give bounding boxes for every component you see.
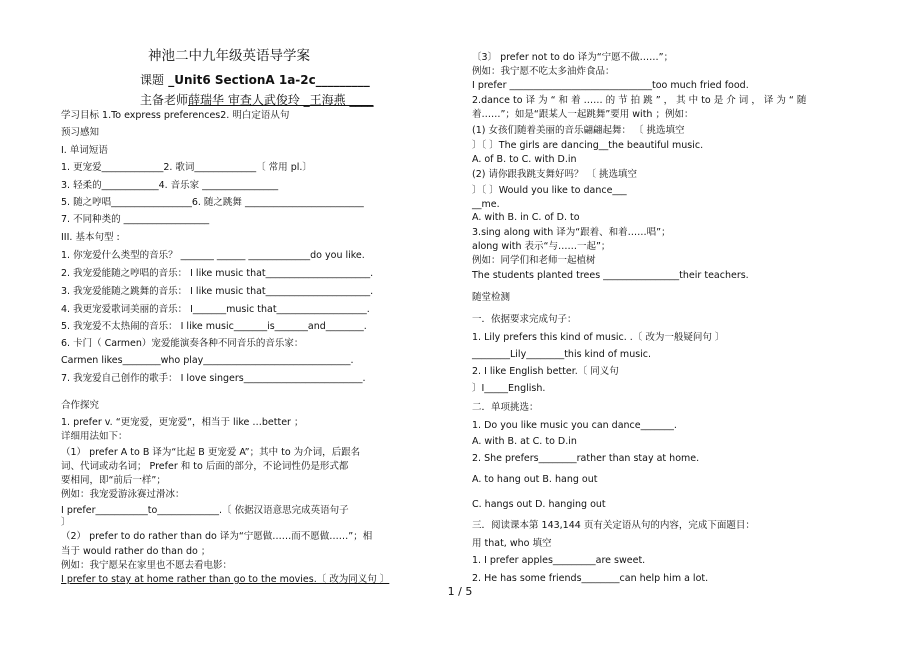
prefer-line-2: 详细用法如下：	[61, 431, 128, 442]
right-line-8: A. of B. to C. with D.in	[472, 154, 577, 165]
right-line-30: 用 that, who 填空	[472, 538, 552, 549]
vocab-line-2: 3. 轻柔的____________4. 音乐家 ________________	[61, 180, 279, 191]
right-line-26: 2. She prefers________rather than stay at home.	[472, 453, 700, 464]
prefer-line-10: 当于 would rather do than do ；	[61, 546, 211, 557]
right-line-1: 〔3〕 prefer not to do 译为“宁愿不做……”；	[472, 52, 674, 63]
subject-prefix: 课题	[140, 73, 165, 87]
prefer-line-4: 词、代词或动名词； Prefer 和 to 后面的部分，不论词性仍是形式都	[61, 461, 349, 472]
right-line-24: 1. Do you like music you can dance_______.	[472, 420, 677, 431]
right-line-6: (1) 女孩们随着美丽的音乐翩翩起舞： 〔 挑选填空	[472, 125, 685, 136]
right-line-19: 1. Lily prefers this kind of music. .〔 改为一般疑问句 〕	[472, 332, 725, 343]
subject-value: _Unit6 SectionA 1a-2c_________	[164, 73, 370, 87]
learning-goal: 学习目标 1.To express preferences2. 明白定语从句	[61, 110, 290, 121]
prefer-line-12: I prefer to stay at home rather than go to the movies.〔 改为同义句 〕	[61, 574, 390, 585]
subject-line	[140, 74, 370, 86]
right-line-9: (2) 请你跟我跳支舞好吗？ 〔 挑选填空	[472, 169, 638, 180]
sentence-4: 4. 我更宠爱歌词美丽的音乐： I_______music that___________________.	[61, 304, 370, 315]
right-line-2: 例如：我宁愿不吃太多油炸食品：	[472, 66, 615, 77]
sentence-5: 5. 我宠爱不太热闹的音乐： I like music_______is_______and________.	[61, 321, 367, 332]
vocab-line-1: 1. 更宠爱_____________2. 歌词_____________〔 常用 pl.〕	[61, 162, 312, 173]
vocab-line-3: 5. 随之哼唱_________________6. 随之跳舞 _________________________	[61, 197, 364, 208]
right-line-7: 〕〔 〕The girls are dancing__the beautiful music.	[472, 140, 704, 151]
vocab-line-4: 7. 不同种类的 __________________	[61, 214, 210, 225]
prefer-line-3: （1） prefer A to B 译为“比起 B 更宠爱 A”；其中 to 为介词，后跟名	[61, 447, 361, 458]
right-line-29: 三．阅读课本第 143,144 页有关定语从句的内容，完成下面题目：	[472, 520, 755, 531]
sentence-2: 2. 我宠爱能随之哼唱的音乐： I like music that______________________.	[61, 268, 374, 279]
right-line-4: 2.dance to 译 为 “ 和 着 …… 的 节 拍 跳 ” ， 其 中 to 是 介 词 ， 译 为 “ 随	[472, 95, 807, 106]
section-cooperate: 合作探究	[61, 400, 100, 411]
right-line-5: 着……”；如是“跟某人一起跳舞”要用 with ；例如：	[472, 109, 694, 120]
right-line-27: A. to hang out B. hang out	[472, 474, 598, 485]
prefer-line-9: （2） prefer to do rather than do 译为“宁愿做……而不愿做……”；相	[61, 531, 373, 542]
sentence-7: 7. 我宠爱自己创作的歌手： I love singers_________________________.	[61, 373, 366, 384]
authors-value: 薛瑞华 审查人武俊玲 _王海燕 ____	[188, 93, 374, 107]
right-line-10: 〕〔 〕Would you like to dance___	[472, 185, 627, 196]
right-line-3: I prefer ______________________________too much fried food.	[472, 80, 749, 91]
sentence-6a: 6. 卡门（ Carmen）宠爱能演奏各种不同音乐的音乐家：	[61, 338, 304, 349]
authors-prefix: 主备老师	[140, 93, 189, 107]
right-line-12: A. with B. in C. of D. to	[472, 212, 580, 223]
section-class-test: 随堂检测	[472, 292, 511, 303]
right-line-32: 2. He has some friends________can help him a lot.	[472, 573, 709, 584]
prefer-line-7: I prefer___________to_____________.〔 依据汉语意思完成英语句子	[61, 505, 349, 516]
right-line-15: 例如：同学们和老师一起植树	[472, 255, 596, 266]
authors-line	[140, 94, 373, 106]
right-line-20: ________Lily________this kind of music.	[472, 349, 652, 360]
right-line-18: 一．依据要求完成句子：	[472, 314, 577, 325]
sentence-3: 3. 我宠爱能随之跳舞的音乐： I like music that______________________.	[61, 286, 374, 297]
right-line-31: 1. I prefer apples_________are sweet.	[472, 555, 646, 566]
section-preview: 预习感知	[61, 127, 100, 138]
part-vocab: I. 单词短语	[61, 145, 108, 156]
right-line-13: 3.sing along with 译为“跟着、和着……唱”；	[472, 227, 671, 238]
sentence-6b: Carmen likes________who play_______________________________.	[61, 355, 354, 366]
doc-title: 神池二中九年级英语导学案	[148, 48, 310, 64]
right-line-21: 2. I like English better.〔 同义句	[472, 366, 619, 377]
prefer-line-6: 例如：我宠爱游泳赛过滑冰：	[61, 489, 185, 500]
right-line-22: 〕I_____English.	[472, 383, 546, 394]
right-line-14: along with 表示“与……一起”；	[472, 241, 611, 252]
sentence-1: 1. 你宠爱什么类型的音乐？ _______ ______ _____________do you like.	[61, 250, 365, 261]
right-line-11: __me.	[472, 199, 500, 210]
prefer-line-11: 例如：我宁愿呆在家里也不愿去看电影：	[61, 560, 233, 571]
prefer-line-8: 〕	[61, 517, 71, 528]
prefer-line-1: 1. prefer v. “更宠爱，更宠爱”，相当于 like …better ；	[61, 417, 304, 428]
right-line-28: C. hangs out D. hanging out	[472, 499, 606, 510]
right-line-16: The students planted trees ________________their teachers.	[472, 270, 749, 281]
part-sentences: III. 基本句型 :	[61, 232, 120, 243]
right-line-23: 二．单项挑选：	[472, 402, 539, 413]
right-line-25: A. with B. at C. to D.in	[472, 436, 577, 447]
page-indicator: 1 / 5	[447, 585, 473, 598]
prefer-line-5: 要相同，即“前后一样”；	[61, 475, 166, 486]
